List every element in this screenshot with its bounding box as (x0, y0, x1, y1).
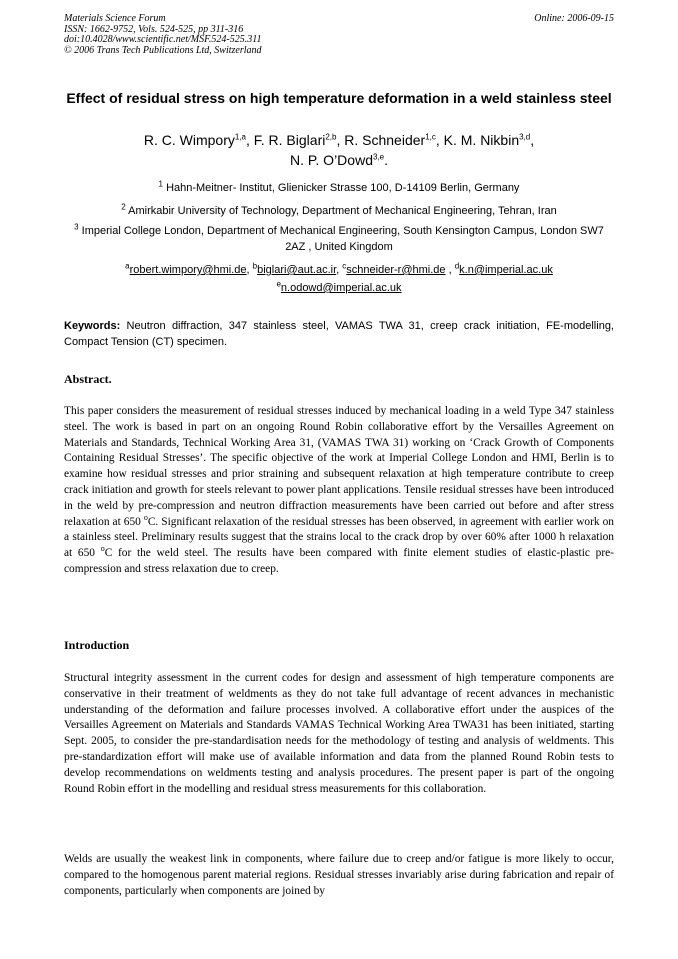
introduction-heading: Introduction (64, 638, 130, 652)
issn-line: ISSN: 1662-9752, Vols. 524-525, pp 311-316 (64, 23, 244, 35)
paper-title: Effect of residual stress on high temperature deformation in a weld stainless steel (66, 90, 612, 106)
abstract-text: This paper considers the measurement of residual stresses induced by mechanical loading in a weld Type 347 stainless steel. The work is based in part on an ongoing Round Robin collaborative effort by the Versailles Agreement on Materials and Standards, Technical Working Area 31, (VAMAS TWA 31) working on ‘Crack Growth of Components Containing Residual Stresses’. The specific objective of the work at Imperial College London and HMI, Berlin is to examine how residual stresses and prior straining and subsequent relaxation at high temperature contribute to creep crack initiation and growth for steels relevant to power plant applications. Tensile residual stresses have been introduced in the weld by pre-compression and neutron diffraction measurements have been carried out before and after stress relaxation at 650 $^o$C. Significant relaxation of the residual stresses has been observed, in agreement with earlier work on a stainless steel. Preliminary results suggest that the strains local to the crack drop by over 60% after 1000 h relaxation at 650 $^o$C for the weld steel. The results have been compared with finite element studies of elastic-plastic pre-compression and stress relaxation due to creep. (64, 405, 615, 575)
introduction-paragraph-2: Welds are usually the weakest link in components, where failure due to creep and/or fatigue is more likely to occur, compared to the homogenous parent material regions. Residual stresses invariably arise during fabrication and repair of components, particularly when components are joined by (64, 853, 614, 897)
keywords (64, 318, 614, 350)
abstract-heading: Abstract. (64, 372, 112, 386)
affiliation-2: $^2$ Amirkabir University of Technology, Department of Mechanical Engineering, Tehran, Iran (121, 202, 557, 217)
copyright-line: © 2006 Trans Tech Publications Ltd, Switzerland (64, 44, 262, 56)
keywords-text: Neutron diffraction, 347 stainless steel, VAMAS TWA 31, creep crack initiation, FE-modelling, Compact Tension (CT) specimen. (64, 320, 614, 348)
author: R. Schneider$^{1,c}$, (344, 132, 444, 148)
keywords-label: Keywords: (64, 320, 121, 332)
email-list: $^a$robert.wimpory@hmi.de, $^b$biglari@aut.ac.ir, $^c$schneider-r@hmi.de , $^d$k.n@imperial.ac.uk $^e$n.odowd@imperial.ac.uk (125, 261, 553, 294)
email-link[interactable]: robert.wimpory@hmi.de (129, 264, 247, 276)
author-list (64, 130, 614, 170)
email-link[interactable]: schneider-r@hmi.de (346, 264, 446, 276)
author: K. M. Nikbin$^{3,d}$, (443, 132, 535, 148)
affiliation-3: $^3$ Imperial College London, Department of Mechanical Engineering, South Kensington Campus, London SW7 2AZ , United Kingdom (74, 222, 604, 253)
journal-name: Materials Science Forum (64, 13, 166, 24)
doi-line: doi:10.4028/www.scientific.net/MSF.524-525.311 (64, 34, 262, 45)
affiliation-1: $^1$ Hahn-Meitner- Institut, Glienicker Strasse 100, D-14109 Berlin, Germany (158, 179, 520, 194)
author: R. C. Wimpory$^{1,a}$, (143, 132, 254, 148)
author: F. R. Biglari$^{2,b}$, (253, 132, 345, 148)
email-link[interactable]: n.odowd@imperial.ac.uk (280, 282, 402, 294)
email-link[interactable]: biglari@aut.ac.ir (257, 264, 337, 276)
introduction-paragraph-1: Structural integrity assessment in the current codes for design and assessment of high temperature components are conservative in their treatment of weldments as they do not take full advantage of recent advances in mechanistic understanding of the deformation and failure processes involved. A collaborative effort under the auspices of the Versailles Agreement on Materials and Standards VAMAS Technical Working Area TWA31 has been initiated, starting Sept. 2005, to consider the pre-standardisation needs for the methodology of testing and analysis of weldments. This pre-standardization effort will make use of available information and data from the planned Round Robin tests to develop recommendations on weldments testing and analysis procedures. The present paper is part of the ongoing Round Robin effort in the modelling and residual stress measurements for this collaboration. (64, 672, 614, 795)
email-link[interactable]: k.n@imperial.ac.uk (459, 264, 553, 276)
author: N. P. O’Dowd$^{3,e}$. (289, 152, 388, 168)
journal-header (64, 14, 262, 56)
online-date: Online: 2006-09-15 (534, 13, 614, 24)
